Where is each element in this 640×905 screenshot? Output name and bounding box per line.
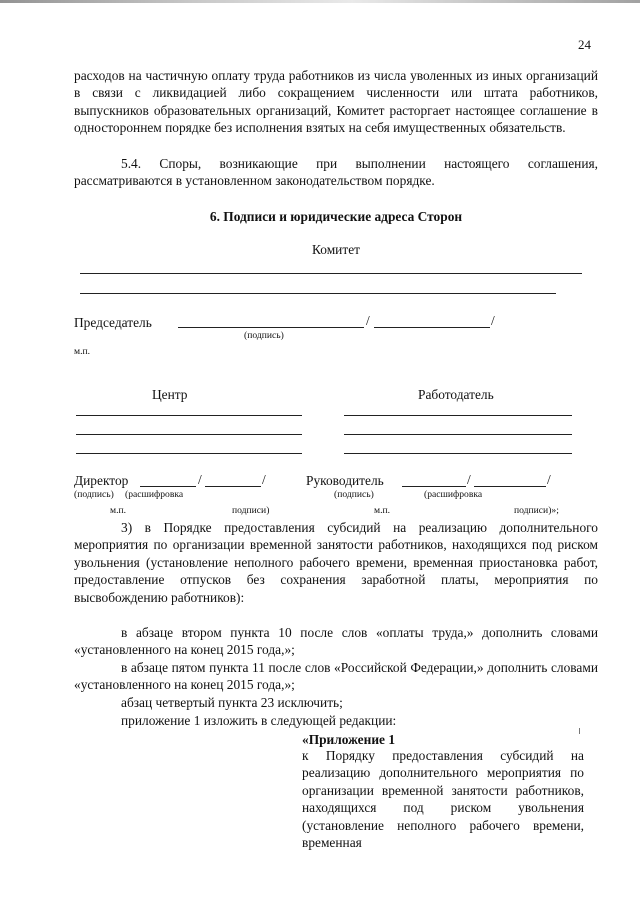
item-point-10: в абзаце втором пункта 10 после слов «оплаты труда,» дополнить словами «установленного на конец 2015 года,»; bbox=[74, 625, 598, 658]
center-address-line-1 bbox=[76, 415, 302, 416]
employer-address-line-2 bbox=[344, 434, 572, 435]
employer-seal: м.п. bbox=[374, 505, 391, 516]
center-address-line-3 bbox=[76, 453, 302, 454]
employer-slash-2: / bbox=[547, 472, 551, 487]
employer-transcript-line bbox=[474, 486, 546, 487]
employer-title: Работодатель bbox=[418, 387, 494, 402]
chair-transcript-line bbox=[374, 327, 490, 328]
employer-address-line-1 bbox=[344, 415, 572, 416]
amendment-3: 3) в Порядке предоставления субсидий на реализацию дополнительного мероприятия по организации временной занятости работников, находящихся под риском увольнения (установление неполного рабочего времени, временная приостановка работ, предоставление отпусков без сохранения заработной платы, мероприятия по высвобождению работников): bbox=[74, 520, 598, 605]
center-title: Центр bbox=[152, 387, 188, 402]
director-signature-line bbox=[140, 486, 196, 487]
employer-caption-end: подписи)»; bbox=[514, 505, 559, 516]
item-appendix: приложение 1 изложить в следующей редакции: bbox=[121, 713, 397, 728]
director-caption-signature: (подпись) bbox=[74, 489, 114, 500]
committee-address-line-2 bbox=[80, 293, 556, 294]
committee-seal: м.п. bbox=[74, 346, 91, 357]
committee-title: Комитет bbox=[312, 242, 360, 257]
chair-slash-1: / bbox=[366, 313, 370, 328]
chair-slash-2: / bbox=[491, 313, 495, 328]
director-transcript-line bbox=[205, 486, 261, 487]
chair-label: Председатель bbox=[74, 315, 152, 330]
page-number: 24 bbox=[578, 37, 591, 52]
employer-caption-signature: (подпись) bbox=[334, 489, 374, 500]
appendix-text: к Порядку предоставления субсидий на реализацию дополнительного мероприятия по организации временной занятости работников, находящихся под риском увольнения (установление неполного рабочего времени, временная bbox=[302, 748, 584, 851]
chair-signature-line bbox=[178, 327, 364, 328]
director-slash-2: / bbox=[262, 472, 266, 487]
employer-head-label: Руководитель bbox=[306, 473, 384, 488]
center-seal: м.п. bbox=[110, 505, 127, 516]
director-caption-end: подписи) bbox=[232, 505, 270, 516]
director-caption-transcript: (расшифровка bbox=[125, 489, 184, 500]
director-slash-1: / bbox=[198, 472, 202, 487]
section-heading: 6. Подписи и юридические адреса Сторон bbox=[209, 209, 463, 224]
director-label: Директор bbox=[74, 473, 129, 488]
top-paragraph: расходов на частичную оплату труда работников из числа уволенных из иных организаций в связи с ликвидацией либо сокращением численности или штата работников, выпускников образовательных организаций, Комитет расторгает настоящее соглашение в одностороннем порядке без исполнения взятых на себя имущественных обязательств. bbox=[74, 68, 598, 136]
item-point-11: в абзаце пятом пункта 11 после слов «Российской Федерации,» дополнить словами «установленного на конец 2015 года,»; bbox=[74, 660, 598, 693]
committee-address-line-1 bbox=[80, 273, 582, 274]
appendix-title: «Приложение 1 bbox=[302, 732, 396, 747]
employer-slash-1: / bbox=[467, 472, 471, 487]
clause-5-4: 5.4. Споры, возникающие при выполнении настоящего соглашения, рассматриваются в установленном законодательством порядке. bbox=[74, 156, 598, 189]
scan-top-edge bbox=[0, 0, 640, 3]
employer-signature-line bbox=[402, 486, 466, 487]
employer-address-line-3 bbox=[344, 453, 572, 454]
employer-caption-transcript: (расшифровка bbox=[424, 489, 483, 500]
scan-mark bbox=[579, 728, 580, 734]
chair-signature-caption: (подпись) bbox=[244, 330, 284, 341]
item-point-23: абзац четвертый пункта 23 исключить; bbox=[121, 695, 343, 710]
center-address-line-2 bbox=[76, 434, 302, 435]
